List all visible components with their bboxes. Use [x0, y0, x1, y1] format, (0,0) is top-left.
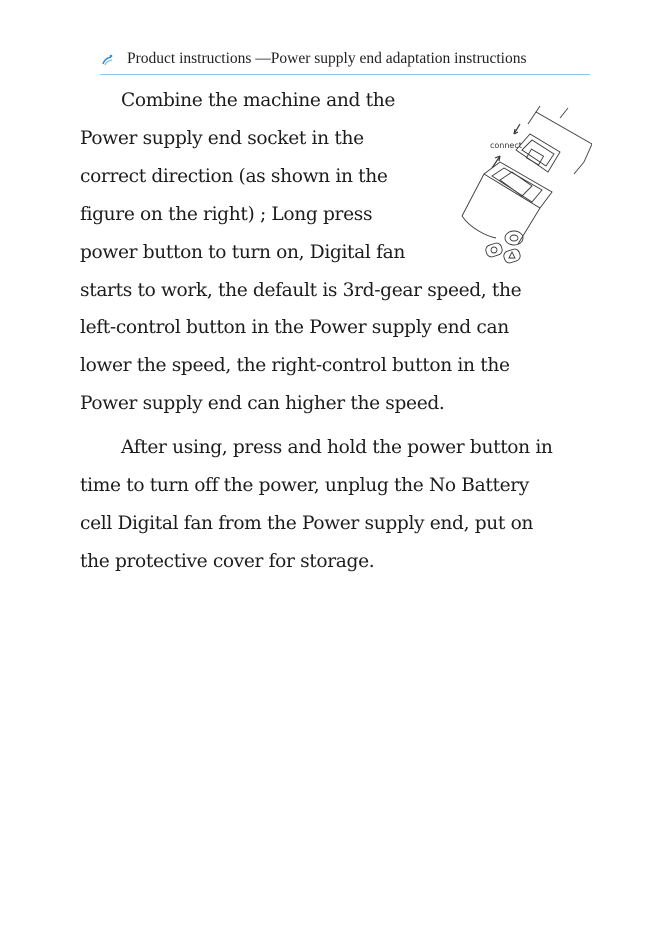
- text-line: Combine the machine and the: [121, 90, 395, 111]
- text-line: Power supply end can higher the speed.: [80, 393, 445, 415]
- text-line: cell Digital fan from the Power supply end, put on: [80, 512, 534, 534]
- text-line: the protective cover for storage.: [80, 550, 375, 572]
- text-line: Power supply end socket in the: [80, 127, 364, 149]
- text-line: power button to turn on, Digital fan: [80, 241, 405, 263]
- brand-swirl-icon: [100, 52, 114, 66]
- text-line: lower the speed, the right-control button in the: [80, 355, 510, 377]
- page-header: [100, 48, 590, 75]
- connector-illustration: [456, 104, 592, 266]
- text-line: time to turn off the power, unplug the No Battery: [80, 475, 529, 497]
- text-line: correct direction (as shown in the: [80, 165, 388, 187]
- text-line: After using, press and hold the power button in: [121, 437, 553, 459]
- paragraph-storage: [80, 429, 590, 581]
- text-line: left-control button in the Power supply end can: [80, 317, 509, 339]
- page-title: Product instructions —Power supply end adaptation instructions: [127, 50, 527, 67]
- text-line: figure on the right) ; Long press: [80, 203, 373, 225]
- text-line: starts to work, the default is 3rd-gear speed, the: [80, 279, 522, 301]
- figure-connect-label: connect: [490, 141, 522, 150]
